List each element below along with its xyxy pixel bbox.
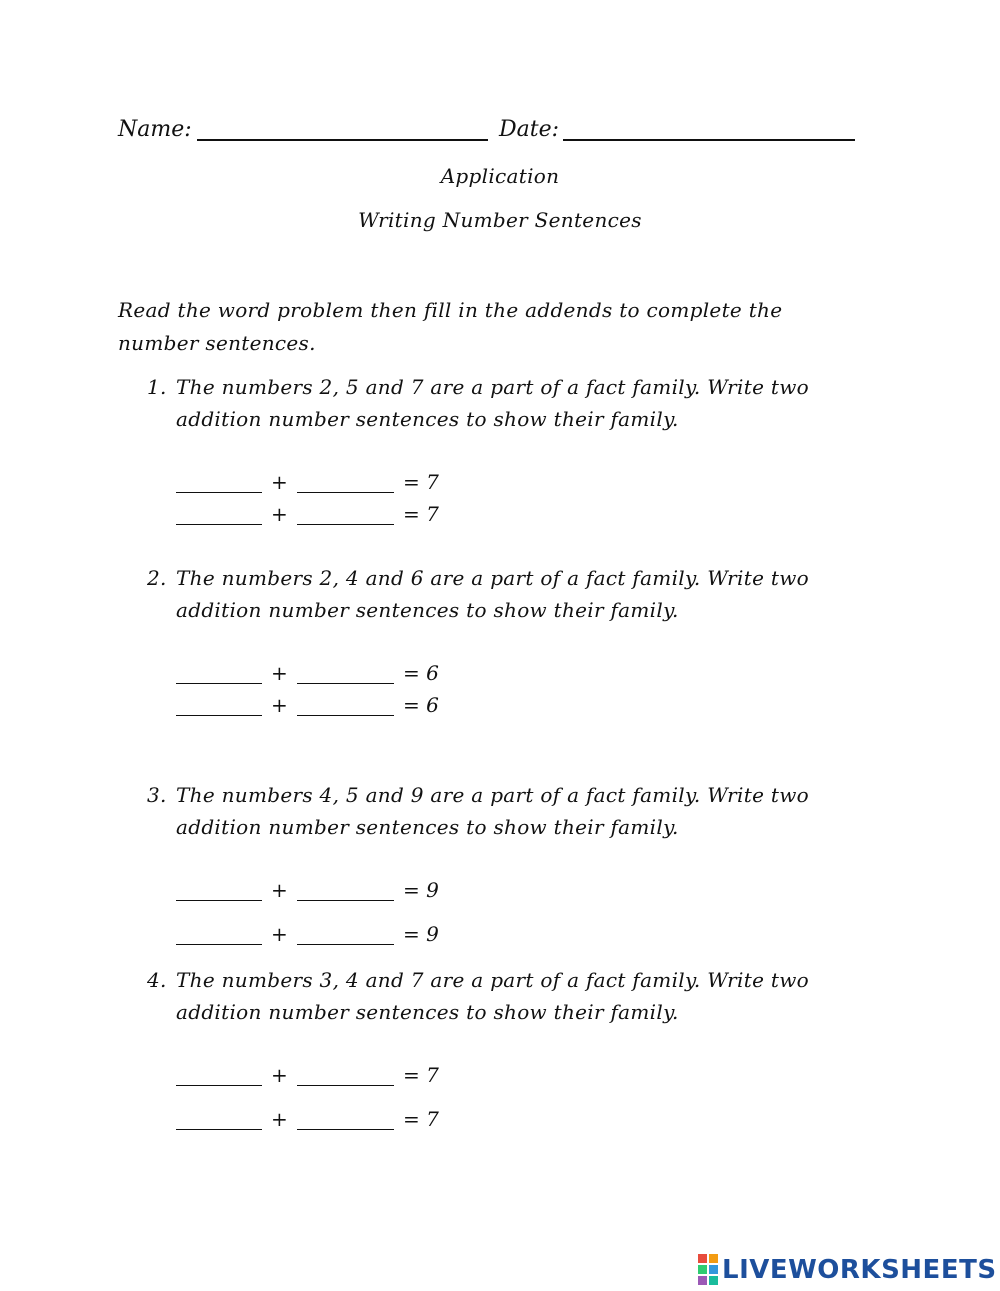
addend-blank-1[interactable] — [176, 715, 262, 716]
logo-block-icon — [698, 1276, 707, 1285]
sum-result: = 7 — [403, 470, 439, 494]
logo-block-icon — [698, 1265, 707, 1274]
problem-text-line-2: addition number sentences to show their family. — [176, 598, 679, 622]
problem-text-line-2: addition number sentences to show their family. — [176, 815, 679, 839]
problem-number: 3. — [147, 783, 167, 807]
logo-block-icon — [709, 1265, 718, 1274]
problem-number: 2. — [147, 566, 167, 590]
problem-text-line-1: The numbers 2, 4 and 6 are a part of a fact family. Write two — [176, 566, 809, 590]
addend-blank-2[interactable] — [297, 944, 394, 945]
sum-result: = 9 — [403, 878, 439, 902]
addend-blank-1[interactable] — [176, 1129, 262, 1130]
plus-sign: + — [271, 661, 288, 685]
problem-number: 4. — [147, 968, 167, 992]
plus-sign: + — [271, 502, 288, 526]
sum-result: = 6 — [403, 661, 439, 685]
plus-sign: + — [271, 922, 288, 946]
addend-blank-1[interactable] — [176, 900, 262, 901]
plus-sign: + — [271, 1107, 288, 1131]
logo-block-icon — [698, 1254, 707, 1263]
addend-blank-1[interactable] — [176, 492, 262, 493]
sum-result: = 6 — [403, 693, 439, 717]
plus-sign: + — [271, 470, 288, 494]
date-input-line[interactable] — [563, 139, 855, 141]
instructions-line-2: number sentences. — [118, 331, 316, 355]
page-subtitle: Writing Number Sentences — [358, 208, 642, 232]
problem-text-line-2: addition number sentences to show their family. — [176, 407, 679, 431]
problem-text-line-1: The numbers 4, 5 and 9 are a part of a fact family. Write two — [176, 783, 809, 807]
instructions-line-1: Read the word problem then fill in the addends to complete the — [118, 298, 783, 322]
addend-blank-2[interactable] — [297, 492, 394, 493]
name-input-line[interactable] — [197, 139, 488, 141]
problem-text-line-2: addition number sentences to show their family. — [176, 1000, 679, 1024]
sum-result: = 7 — [403, 1107, 439, 1131]
addend-blank-2[interactable] — [297, 1129, 394, 1130]
logo-block-icon — [709, 1276, 718, 1285]
plus-sign: + — [271, 878, 288, 902]
sum-result: = 9 — [403, 922, 439, 946]
liveworksheets-logo — [698, 1254, 997, 1285]
date-label: Date: — [499, 117, 560, 142]
name-label: Name: — [118, 117, 192, 142]
sum-result: = 7 — [403, 1063, 439, 1087]
logo-blocks-icon — [698, 1254, 718, 1285]
addend-blank-2[interactable] — [297, 683, 394, 684]
plus-sign: + — [271, 1063, 288, 1087]
logo-block-icon — [709, 1254, 718, 1263]
sum-result: = 7 — [403, 502, 439, 526]
addend-blank-2[interactable] — [297, 1085, 394, 1086]
addend-blank-2[interactable] — [297, 715, 394, 716]
problem-text-line-1: The numbers 3, 4 and 7 are a part of a fact family. Write two — [176, 968, 809, 992]
addend-blank-2[interactable] — [297, 524, 394, 525]
addend-blank-1[interactable] — [176, 524, 262, 525]
problem-number: 1. — [147, 375, 167, 399]
addend-blank-2[interactable] — [297, 900, 394, 901]
plus-sign: + — [271, 693, 288, 717]
problem-text-line-1: The numbers 2, 5 and 7 are a part of a fact family. Write two — [176, 375, 809, 399]
addend-blank-1[interactable] — [176, 683, 262, 684]
addend-blank-1[interactable] — [176, 1085, 262, 1086]
brand-text: LIVEWORKSHEETS — [722, 1254, 997, 1285]
addend-blank-1[interactable] — [176, 944, 262, 945]
page-title: Application — [440, 164, 560, 188]
